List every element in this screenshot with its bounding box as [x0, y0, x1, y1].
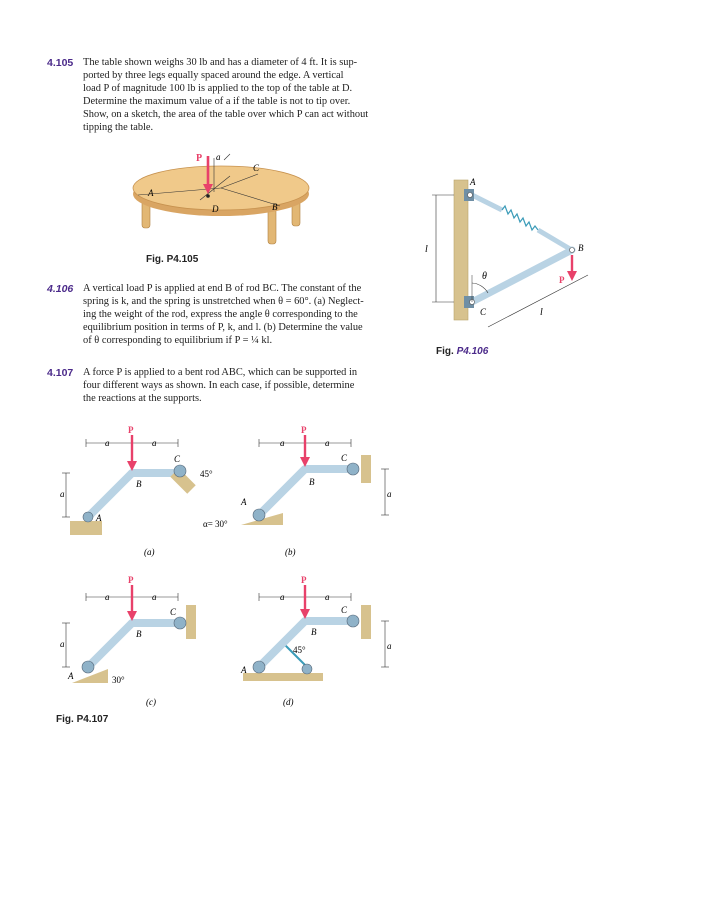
label-a-point: A: [68, 671, 74, 681]
spring: [502, 206, 538, 230]
label-a-point: A: [96, 513, 102, 523]
label-p: P: [196, 153, 203, 164]
roller-a: [82, 661, 94, 673]
label-a-dim-2: a: [152, 438, 157, 448]
label-l-vertical: l: [425, 244, 428, 255]
caption-prefix: Fig.: [436, 346, 457, 357]
panel-caption: (b): [285, 547, 296, 557]
label-a-dim-1: a: [280, 438, 285, 448]
dimension-l-vertical: [432, 195, 454, 302]
figure-caption-p4-105: [146, 254, 198, 265]
spring-link-2: [538, 230, 570, 249]
label-b: B: [578, 243, 584, 253]
caption-prefix: Fig.: [146, 254, 167, 265]
figure-caption-p4-106: [436, 346, 488, 357]
wall-support: [361, 605, 371, 639]
figure-p4-107-d: [235, 575, 405, 710]
bent-rod: [88, 473, 178, 517]
label-a-dim-2: a: [152, 592, 157, 602]
point-d: [206, 194, 210, 198]
pin-b: [570, 248, 575, 253]
text-line: four different ways as shown. In each case, if possible, determine: [83, 379, 355, 391]
text-line: Determine the maximum value of a if the table is not to tip over.: [83, 95, 351, 107]
label-a-dim-2: a: [325, 438, 330, 448]
label-p: P: [559, 275, 565, 285]
label-p: P: [128, 575, 134, 585]
text-line: A force P is applied to a bent rod ABC, which can be supported in: [83, 367, 358, 378]
text-line: ported by three legs equally spaced around the edge. A vertical: [83, 69, 344, 81]
label-a-dim-1: a: [105, 592, 110, 602]
pin-a: [253, 661, 265, 673]
pin-a: [83, 512, 93, 522]
roller-c: [347, 463, 359, 475]
caption-number: P4.107: [76, 714, 109, 725]
bent-rod: [259, 621, 351, 667]
label-a-dim-1: a: [280, 592, 285, 602]
problem-number: 4.107: [47, 367, 74, 379]
problem-text: [83, 57, 413, 134]
label-a-point: A: [241, 497, 247, 507]
label-c: C: [174, 454, 181, 464]
figure-caption-p4-107: [56, 714, 108, 725]
panel-caption: (d): [283, 697, 294, 707]
label-b: B: [136, 479, 142, 489]
angle-label: 45°: [293, 645, 306, 655]
caption-number: P4.106: [456, 346, 489, 357]
figure-p4-107-c: [58, 575, 218, 710]
label-a-dim-2: a: [325, 592, 330, 602]
roller-a: [253, 509, 265, 521]
label-a: A: [470, 177, 476, 187]
label-a-point: A: [241, 665, 247, 675]
ground-support: [243, 673, 323, 681]
text-line: spring is k, and the spring is unstretched when θ = 60°. (a) Neglect-: [83, 295, 364, 307]
problem-number: 4.106: [47, 283, 74, 295]
label-l-rod: l: [540, 307, 543, 318]
wall-support: [186, 605, 196, 639]
roller-c: [170, 465, 195, 494]
label-a-dim-3: a: [387, 641, 392, 651]
figure-p4-106: [420, 175, 600, 325]
label-p: P: [301, 575, 307, 585]
bent-rod: [88, 623, 178, 667]
label-c: C: [341, 453, 348, 463]
label-p: P: [301, 425, 307, 435]
text-line: equilibrium position in terms of P, k, and l. (b) Determine the value: [83, 321, 363, 333]
label-c: C: [170, 607, 177, 617]
figure-p4-107-a: [58, 425, 218, 560]
pin-a: [468, 193, 473, 198]
label-a-dim-1: a: [105, 438, 110, 448]
angle-label: 30°: [112, 675, 125, 685]
roller-c: [347, 615, 359, 627]
spring-link: [472, 195, 502, 210]
text-line: Show, on a sketch, the area of the table over which P can act without: [83, 108, 369, 120]
label-a-dim-3: a: [387, 489, 392, 499]
text-line: of θ corresponding to equilibrium if P = ¼ kl.: [83, 334, 273, 346]
label-b: B: [136, 629, 142, 639]
label-c: C: [480, 307, 487, 317]
rod-bc: [472, 250, 572, 302]
pin-link: [302, 664, 312, 674]
load-p-head: [567, 271, 577, 281]
label-c: C: [253, 163, 260, 173]
label-b: B: [311, 627, 317, 637]
bent-rod: [259, 469, 351, 515]
label-b: B: [272, 202, 278, 212]
support-base-a: [70, 521, 102, 535]
alpha-label: α= 30°: [203, 519, 228, 529]
panel-caption: (c): [146, 697, 156, 707]
label-a-dim-3: a: [60, 489, 65, 499]
text-line: the reactions at the supports.: [83, 392, 202, 404]
angle-label: 45°: [200, 469, 213, 479]
problem-text: [83, 367, 413, 406]
text-line: tipping the table.: [83, 121, 154, 133]
label-a-dim-3: a: [60, 639, 65, 649]
label-c: C: [341, 605, 348, 615]
label-b: B: [309, 477, 315, 487]
label-p: P: [128, 425, 134, 435]
roller-c: [174, 617, 186, 629]
wall-support: [361, 455, 371, 483]
label-a: a: [216, 152, 221, 162]
text-line: ing the weight of the rod, express the angle θ corresponding to the: [83, 308, 358, 320]
label-d: D: [212, 204, 219, 214]
panel-caption: (a): [144, 547, 155, 557]
text-line: The table shown weighs 30 lb and has a diameter of 4 ft. It is sup-: [83, 57, 358, 68]
label-a-point: A: [148, 188, 154, 198]
caption-prefix: Fig.: [56, 714, 77, 725]
problem-number: 4.105: [47, 57, 74, 69]
problem-text: [83, 283, 413, 348]
text-line: load P of magnitude 100 lb is applied to the top of the table at D.: [83, 82, 353, 94]
caption-number: P4.105: [166, 254, 199, 265]
figure-p4-105: [130, 150, 320, 250]
text-line: A vertical load P is applied at end B of rod BC. The constant of the: [83, 283, 362, 294]
label-theta: θ: [482, 271, 487, 282]
